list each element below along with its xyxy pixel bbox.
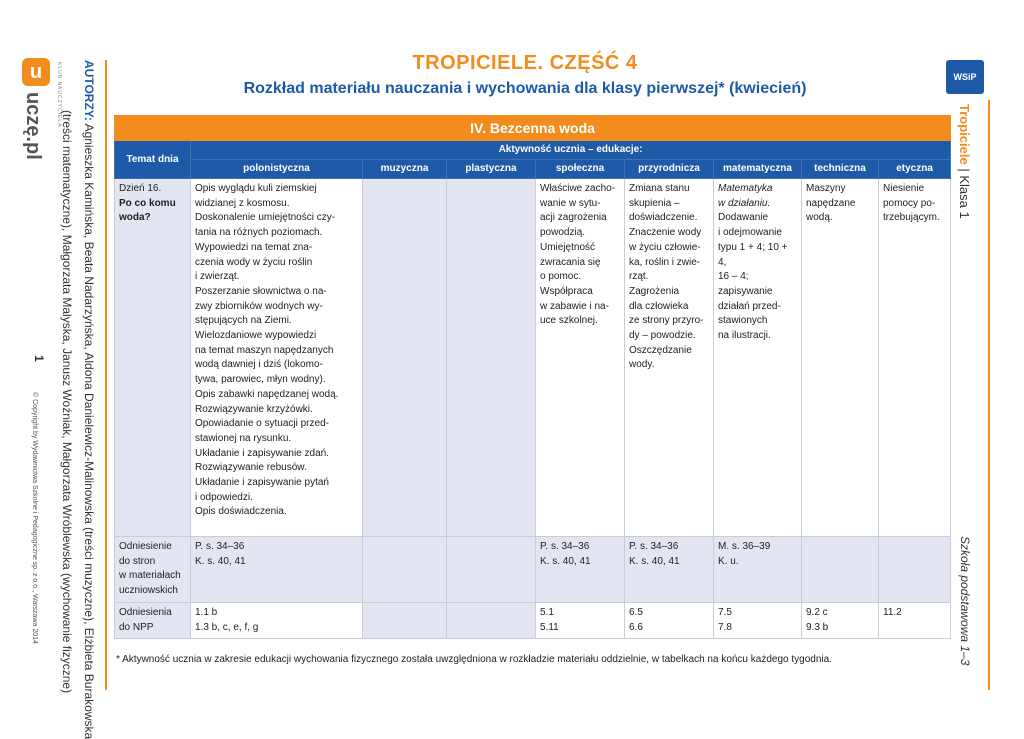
authors-label: AUTORZY: bbox=[82, 60, 96, 121]
cell-line: widzianej z kosmosu. bbox=[195, 197, 290, 209]
cell-line: i odejmowanie bbox=[718, 227, 782, 239]
page-number: 1 bbox=[32, 355, 46, 362]
cell-line: czenia wody w życiu roślin bbox=[195, 256, 313, 268]
cell-line: rząt. bbox=[629, 271, 649, 283]
cell-line: tywa, parowiec, młyn wodny). bbox=[195, 374, 326, 386]
npp-przyrodnicza bbox=[625, 602, 714, 638]
logo-text: uczę.pl bbox=[22, 92, 44, 160]
section-title: IV. Bezcenna woda bbox=[115, 116, 951, 141]
cell-line: 6.5 bbox=[629, 606, 643, 618]
cell-line: tania na różnych poziomach. bbox=[195, 227, 323, 239]
cell-line: 9.2 c bbox=[806, 606, 828, 618]
ref-etyczna bbox=[879, 537, 951, 603]
col-header: muzyczna bbox=[363, 160, 447, 179]
cell-line: Rozwiązywanie rebusów. bbox=[195, 462, 307, 474]
cell-line: dy – powodzie. bbox=[629, 330, 696, 342]
cell-line: Opis doświadczenia. bbox=[195, 506, 287, 518]
cell-line: zapisywanie bbox=[718, 285, 773, 297]
ref-techniczna bbox=[802, 537, 879, 603]
cell-polonistyczna bbox=[191, 179, 363, 537]
cell-line: Doskonalenie umiejętności czy- bbox=[195, 212, 336, 224]
cell-line: zwracania się bbox=[540, 256, 601, 268]
cell-line: ka, roślin i zwie- bbox=[629, 256, 701, 268]
cell-techniczna bbox=[802, 179, 879, 537]
table-row bbox=[115, 537, 951, 603]
cell-line: Znaczenie wody bbox=[629, 227, 702, 239]
cell-line: Wypowiedzi na temat zna- bbox=[195, 241, 313, 253]
cell-line: stawionych bbox=[718, 315, 768, 327]
cell-line: dla człowieka bbox=[629, 300, 689, 312]
cell-plastyczna bbox=[447, 179, 536, 537]
cell-line: w działaniu. bbox=[718, 197, 771, 209]
cell-line: 1.3 b, c, e, f, g bbox=[195, 621, 259, 633]
cell-przyrodnicza bbox=[625, 179, 714, 537]
cell-line: stępujących na Ziemi. bbox=[195, 315, 292, 327]
cell-line: powodzią. bbox=[540, 227, 586, 239]
cell-line: K. s. 40, 41 bbox=[629, 555, 680, 567]
cell-line: Dodawanie bbox=[718, 212, 769, 224]
cell-line: Umiejętność bbox=[540, 241, 596, 253]
authors-line-1 bbox=[82, 60, 96, 739]
cell-line: Niesienie bbox=[883, 183, 925, 194]
authors-text-1: Agnieszka Kamińska, Beata Nadarzyńska, Aldona Danielewicz-Malinowska (treści muzyczne), Elżbieta Burakowska bbox=[82, 123, 96, 739]
col-header-temat: Temat dnia bbox=[115, 141, 191, 179]
col-header-group: Aktywność ucznia – edukacje: bbox=[191, 141, 951, 160]
left-strip bbox=[0, 0, 105, 739]
cell-line: K. s. 40, 41 bbox=[195, 555, 246, 567]
table-row bbox=[115, 179, 951, 537]
cell-line: o pomoc. bbox=[540, 271, 582, 283]
cell-line: wodą. bbox=[806, 212, 833, 224]
cell-muzyczna bbox=[363, 179, 447, 537]
cell-line: napędzane bbox=[806, 197, 856, 209]
cell-line: 1.1 b bbox=[195, 606, 218, 618]
cell-line: w materiałach bbox=[119, 570, 181, 582]
npp-polonistyczna bbox=[191, 602, 363, 638]
curriculum-table bbox=[114, 115, 951, 639]
cell-line: Maszyny bbox=[806, 183, 846, 194]
cell-line: działań przed- bbox=[718, 300, 781, 312]
ref-przyrodnicza bbox=[625, 537, 714, 603]
cell-line: 5.11 bbox=[540, 621, 559, 633]
cell-line: Zmiana stanu bbox=[629, 183, 690, 194]
authors-line-2: (treści matematyczne), Małgorzata Malyska, Janusz Woźniak, Małgorzata Wróblewska (wychowanie fizyczne) bbox=[60, 110, 74, 694]
col-header: matematyczna bbox=[714, 160, 802, 179]
cell-line: 9.3 b bbox=[806, 621, 829, 633]
cell-line: wody. bbox=[629, 359, 655, 371]
npp-plastyczna bbox=[447, 602, 536, 638]
cell-line: stawionej na rysunku. bbox=[195, 432, 292, 444]
col-header: społeczna bbox=[536, 160, 625, 179]
day-label: Dzień 16. bbox=[119, 183, 162, 194]
cell-line: Współpraca bbox=[540, 285, 593, 297]
cell-line: Opis wyglądu kuli ziemskiej bbox=[195, 183, 317, 194]
cell-line: 16 – 4; bbox=[718, 271, 749, 283]
cell-line: 11.2 bbox=[883, 606, 902, 618]
math-body bbox=[718, 211, 797, 343]
cell-line: P. s. 34–36 bbox=[540, 541, 590, 552]
npp-techniczna bbox=[802, 602, 879, 638]
cell-line: acji zagrożenia bbox=[540, 212, 607, 224]
series-sep: | bbox=[957, 168, 972, 176]
cell-line: w zabawie i na- bbox=[540, 300, 609, 312]
cell-line: do stron bbox=[119, 555, 156, 567]
cell-line: P. s. 34–36 bbox=[195, 541, 245, 552]
cell-line: wanie w sytu- bbox=[540, 197, 601, 209]
cell-line: zwy zbiorników wodnych wy- bbox=[195, 300, 323, 312]
cell-line: Układanie i zapisywanie pytań bbox=[195, 477, 329, 489]
cell-line: Poszerzanie słownictwa o na- bbox=[195, 285, 327, 297]
cell-line: 7.5 bbox=[718, 606, 732, 618]
series-name: Tropiciele bbox=[957, 104, 972, 165]
npp-spoleczna bbox=[536, 602, 625, 638]
right-divider bbox=[988, 100, 990, 690]
page-title: TROPICIELE. CZĘŚĆ 4 bbox=[412, 52, 638, 74]
ref-matematyczna bbox=[714, 537, 802, 603]
col-header: plastyczna bbox=[447, 160, 536, 179]
copyright: © Copyright by Wydawnictwa Szkolne i Pedagogiczne sp. z o.o., Warszawa 2014 bbox=[31, 392, 38, 644]
cell-line: Odniesienie bbox=[119, 541, 172, 552]
col-header: przyrodnicza bbox=[625, 160, 714, 179]
cell-line: pomocy po- bbox=[883, 197, 936, 209]
cell-line: 5.1 bbox=[540, 606, 554, 618]
ref-polonistyczna bbox=[191, 537, 363, 603]
school-level: Szkoła podstawowa 1–3 bbox=[958, 536, 972, 666]
cell-line: Zagrożenia bbox=[629, 285, 680, 297]
cell-line: P. s. 34–36 bbox=[629, 541, 679, 552]
footnote: * Aktywność ucznia w zakresie edukacji wychowania fizycznego została uwzględniona w rozkładzie materiału oddzielnie, w tabelkach na końcu każdego tygodnia. bbox=[116, 654, 832, 665]
cell-line: uce szkolnej. bbox=[540, 315, 598, 327]
cell-spoleczna bbox=[536, 179, 625, 537]
cell-line: Opis zabawki napędzanej wodą. bbox=[195, 388, 339, 400]
page-subtitle: Rozkład materiału nauczania i wychowania dla klasy pierwszej* (kwiecień) bbox=[243, 80, 807, 97]
day-topic: Po co komu woda? bbox=[119, 197, 176, 224]
cell-line: Oszczędzanie bbox=[629, 344, 692, 356]
left-divider bbox=[105, 60, 107, 690]
ref-spoleczna bbox=[536, 537, 625, 603]
cell-line: Opowiadanie o sytuacji przed- bbox=[195, 418, 329, 430]
npp-label bbox=[115, 602, 191, 638]
cell-line: trzebującym. bbox=[883, 212, 940, 224]
math-italic bbox=[718, 182, 797, 211]
cell-line: typu 1 + 4; 10 + 4, bbox=[718, 241, 788, 268]
logo-subtitle: KLUB NAUCZYCIELA bbox=[56, 62, 62, 128]
cell-line: na temat maszyn napędzanych bbox=[195, 344, 334, 356]
col-header: polonistyczna bbox=[191, 160, 363, 179]
npp-matematyczna bbox=[714, 602, 802, 638]
ref-label bbox=[115, 537, 191, 603]
cell-line: Wielozdaniowe wypowiedzi bbox=[195, 330, 317, 342]
cell-line: Układanie i zapisywanie zdań. bbox=[195, 447, 329, 459]
day-cell bbox=[115, 179, 191, 537]
cell-line: M. s. 36–39 bbox=[718, 541, 771, 552]
cell-line: wodą dawniej i dziś (lokomo- bbox=[195, 359, 323, 371]
wsip-logo-icon: WSiP bbox=[946, 60, 984, 94]
cell-line: K. s. 40, 41 bbox=[540, 555, 591, 567]
cell-etyczna bbox=[879, 179, 951, 537]
class-name: Klasa 1 bbox=[957, 175, 972, 219]
ref-muzyczna bbox=[363, 537, 447, 603]
ref-plastyczna bbox=[447, 537, 536, 603]
npp-etyczna bbox=[879, 602, 951, 638]
cell-line: ze strony przyro- bbox=[629, 315, 704, 327]
cell-line: Właściwe zacho- bbox=[540, 183, 616, 194]
cell-line: Rozwiązywanie krzyżówki. bbox=[195, 403, 313, 415]
table-row bbox=[115, 602, 951, 638]
cell-line: Matematyka bbox=[718, 183, 773, 194]
cell-line: 6.6 bbox=[629, 621, 643, 633]
col-header: techniczna bbox=[802, 160, 879, 179]
cell-line: doświadczenie. bbox=[629, 212, 698, 224]
cell-matematyczna bbox=[714, 179, 802, 537]
cell-line: w życiu człowie- bbox=[629, 241, 701, 253]
cell-line: do NPP bbox=[119, 621, 154, 633]
npp-muzyczna bbox=[363, 602, 447, 638]
ucze-logo-icon: u bbox=[22, 58, 50, 86]
series-label bbox=[957, 104, 972, 219]
col-header: etyczna bbox=[879, 160, 951, 179]
cell-line: i odpowiedzi. bbox=[195, 491, 253, 503]
cell-line: skupienia – bbox=[629, 197, 680, 209]
cell-line: 7.8 bbox=[718, 621, 732, 633]
cell-line: Odniesienia bbox=[119, 606, 172, 618]
cell-line: i zwierząt. bbox=[195, 271, 240, 283]
cell-line: na ilustracji. bbox=[718, 330, 771, 342]
cell-line: K. u. bbox=[718, 555, 739, 567]
cell-line: uczniowskich bbox=[119, 585, 178, 597]
